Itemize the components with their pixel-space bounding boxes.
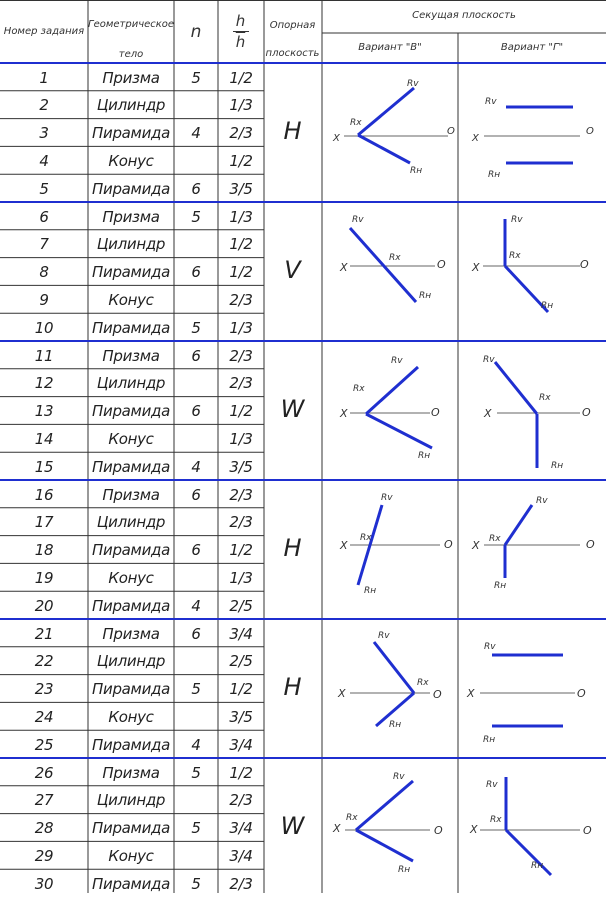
- n-value-cell: 6: [191, 179, 201, 198]
- n-value-cell: 6: [191, 485, 201, 504]
- h-ratio-cell: 3/5: [229, 179, 253, 198]
- rh-label: Rн: [419, 291, 432, 301]
- geometric-body-cell: Цилиндр: [96, 652, 166, 671]
- geometric-body-cell: Пирамида: [92, 680, 170, 699]
- x-axis-label: X: [340, 261, 348, 274]
- task-number-cell: 8: [39, 263, 49, 282]
- n-value-cell: 4: [191, 735, 201, 754]
- rh-label: Rн: [488, 170, 501, 180]
- n-value-cell: 6: [191, 624, 201, 643]
- h-ratio-cell: 2/3: [229, 791, 253, 810]
- rv-label: Rv: [393, 772, 405, 782]
- n-value-cell: 5: [191, 874, 201, 893]
- task-number-cell: 25: [34, 735, 54, 754]
- task-number-cell: 12: [34, 374, 54, 393]
- n-value-cell: 5: [191, 680, 201, 699]
- geometric-body-cell: Конус: [108, 568, 154, 587]
- origin-label: O: [583, 824, 592, 837]
- rv-label: Rv: [407, 79, 419, 89]
- n-value-cell: 5: [191, 763, 201, 782]
- task-number-cell: 24: [34, 707, 54, 726]
- rv-label: Rv: [536, 496, 548, 506]
- trace-rh: [506, 830, 551, 875]
- trace-rv: [495, 362, 537, 414]
- rx-label: Rx: [489, 534, 501, 544]
- x-axis-label: X: [472, 539, 480, 552]
- geometric-body-cell: Пирамида: [92, 457, 170, 476]
- geometric-body-cell: Конус: [108, 290, 154, 309]
- geometric-body-cell: Пирамида: [92, 735, 170, 754]
- rh-label: Rн: [398, 865, 411, 875]
- trace-rv-rh: [350, 228, 416, 302]
- h-ratio-cell: 2/3: [229, 374, 253, 393]
- rv-label: Rv: [391, 356, 403, 366]
- h-ratio-cell: 2/3: [229, 485, 253, 504]
- rx-label: Rx: [490, 815, 502, 825]
- h-ratio-cell: 1/2: [229, 151, 253, 170]
- h-ratio-cell: 2/3: [229, 290, 253, 309]
- rx-label: Rx: [346, 813, 358, 823]
- x-axis-label: X: [470, 823, 478, 836]
- h-ratio-cell: 1/3: [229, 207, 253, 226]
- trace-rh: [358, 135, 410, 163]
- task-number-cell: 4: [39, 151, 49, 170]
- geometric-body-cell: Пирамида: [92, 179, 170, 198]
- geometric-body-cell: Призма: [102, 485, 160, 504]
- h-ratio-cell: 3/4: [229, 735, 253, 754]
- task-number-cell: 9: [39, 290, 49, 309]
- n-value-cell: 4: [191, 457, 201, 476]
- rh-label: Rн: [541, 301, 554, 311]
- task-number-cell: 27: [34, 791, 54, 810]
- rh-label: Rн: [494, 581, 507, 591]
- n-value-cell: 6: [191, 402, 201, 421]
- rh-label: Rн: [418, 451, 431, 461]
- rx-label: Rx: [353, 384, 365, 394]
- rh-label: Rн: [364, 586, 377, 596]
- rv-label: Rv: [486, 780, 498, 790]
- x-axis-label: X: [338, 687, 346, 700]
- h-ratio-cell: 2/5: [229, 596, 253, 615]
- task-number-cell: 16: [34, 485, 54, 504]
- task-number-cell: 6: [39, 207, 49, 226]
- x-axis-label: X: [484, 407, 492, 420]
- n-value-cell: 5: [191, 207, 201, 226]
- x-axis-label: X: [467, 687, 475, 700]
- rv-label: Rv: [511, 215, 523, 225]
- h-ratio-cell: 1/2: [229, 763, 253, 782]
- h-ratio-cell: 1/2: [229, 263, 253, 282]
- geometric-body-cell: Пирамида: [92, 819, 170, 838]
- task-number-cell: 13: [34, 402, 54, 421]
- h-ratio-cell: 3/4: [229, 846, 253, 865]
- h-ratio-cell: 1/2: [229, 402, 253, 421]
- rh-label: Rн: [389, 720, 402, 730]
- h-ratio-cell: 3/4: [229, 624, 253, 643]
- header-variant-g: Вариант "Г": [500, 42, 564, 53]
- task-number-cell: 10: [34, 318, 54, 337]
- h-ratio-cell: 1/3: [229, 429, 253, 448]
- x-axis-label: X: [472, 261, 480, 274]
- trace-rv: [505, 505, 532, 545]
- h-ratio-cell: 1/2: [229, 541, 253, 560]
- x-axis-label: X: [340, 407, 348, 420]
- h-ratio-cell: 1/3: [229, 96, 253, 115]
- rh-label: Rн: [531, 861, 544, 871]
- origin-label: O: [586, 538, 595, 551]
- origin-label: O: [580, 258, 589, 271]
- rv-label: Rv: [484, 642, 496, 652]
- header-task-number: Номер задания: [3, 26, 85, 37]
- geometric-body-cell: Пирамида: [92, 596, 170, 615]
- rv-label: Rv: [483, 355, 495, 365]
- origin-label: O: [431, 406, 440, 419]
- geometric-body-cell: Призма: [102, 624, 160, 643]
- rx-label: Rx: [360, 533, 372, 543]
- trace-rv: [374, 642, 414, 693]
- n-value-cell: 6: [191, 346, 201, 365]
- geometric-body-cell: Призма: [102, 346, 160, 365]
- origin-label: O: [577, 687, 586, 700]
- task-number-cell: 15: [34, 457, 54, 476]
- task-number-cell: 18: [34, 541, 54, 560]
- task-number-cell: 14: [34, 429, 54, 448]
- rx-label: Rx: [350, 118, 362, 128]
- origin-label: O: [582, 406, 591, 419]
- origin-label: O: [586, 126, 594, 137]
- geometric-body-cell: Пирамида: [92, 541, 170, 560]
- rx-label: Rx: [539, 393, 551, 403]
- geometric-body-cell: Цилиндр: [96, 235, 166, 254]
- base-plane-letter: V: [284, 255, 301, 284]
- origin-label: O: [434, 824, 443, 837]
- trace-rh: [356, 830, 413, 861]
- h-ratio-cell: 1/2: [229, 68, 253, 87]
- geometric-body-cell: Пирамида: [92, 318, 170, 337]
- geometric-body-cell: Конус: [108, 429, 154, 448]
- task-number-cell: 11: [34, 346, 54, 365]
- task-number-cell: 3: [39, 124, 49, 143]
- rv-label: Rv: [485, 97, 497, 107]
- origin-label: O: [437, 258, 446, 271]
- trace-rv: [358, 88, 414, 135]
- h-ratio-cell: 2/3: [229, 124, 253, 143]
- geometric-body-cell: Пирамида: [92, 263, 170, 282]
- task-number-cell: 22: [34, 652, 54, 671]
- h-ratio-cell: 1/3: [229, 568, 253, 587]
- origin-label: O: [444, 538, 453, 551]
- rx-label: Rx: [417, 678, 429, 688]
- h-ratio-cell: 3/5: [229, 707, 253, 726]
- x-axis-label: X: [333, 822, 341, 835]
- header-variant-v: Вариант "В": [358, 42, 422, 53]
- task-number-cell: 19: [34, 568, 54, 587]
- base-plane-letter: H: [283, 672, 302, 701]
- rv-label: Rv: [378, 631, 390, 641]
- geometric-body-cell: Конус: [108, 707, 154, 726]
- task-number-cell: 23: [34, 680, 54, 699]
- rv-label: Rv: [381, 493, 393, 503]
- trace-rv: [366, 367, 418, 414]
- task-number-cell: 17: [34, 513, 54, 532]
- base-plane-letter: H: [283, 116, 302, 145]
- n-value-cell: 4: [191, 596, 201, 615]
- header-base-plane: Опорная плоскость: [265, 20, 320, 59]
- geometric-body-cell: Цилиндр: [96, 374, 166, 393]
- geometric-body-cell: Конус: [108, 846, 154, 865]
- task-number-cell: 29: [34, 846, 54, 865]
- h-ratio-cell: 1/2: [229, 235, 253, 254]
- n-value-cell: 5: [191, 318, 201, 337]
- task-number-cell: 26: [34, 763, 54, 782]
- n-value-cell: 6: [191, 263, 201, 282]
- x-axis-label: X: [340, 539, 348, 552]
- task-number-cell: 2: [39, 96, 49, 115]
- n-value-cell: 6: [191, 541, 201, 560]
- rh-label: Rн: [410, 166, 423, 176]
- h-ratio-cell: 2/3: [229, 874, 253, 893]
- rv-label: Rv: [352, 215, 364, 225]
- h-ratio-cell: 2/5: [229, 652, 253, 671]
- h-ratio-cell: 2/3: [229, 346, 253, 365]
- rh-label: Rн: [551, 461, 564, 471]
- geometric-body-cell: Пирамида: [92, 874, 170, 893]
- n-value-cell: 5: [191, 819, 201, 838]
- task-number-cell: 20: [34, 596, 54, 615]
- header-h-numerator: h: [235, 12, 246, 30]
- geometric-body-cell: Цилиндр: [96, 96, 166, 115]
- n-value-cell: 4: [191, 124, 201, 143]
- h-ratio-cell: 3/5: [229, 457, 253, 476]
- rx-label: Rx: [509, 251, 521, 261]
- trace-rh: [366, 414, 432, 448]
- geometric-body-cell: Цилиндр: [96, 791, 166, 810]
- h-ratio-cell: 3/4: [229, 819, 253, 838]
- header-geometric-body: Геометрическое тело: [88, 19, 175, 60]
- header-n: n: [190, 22, 202, 42]
- geometric-body-cell: Конус: [108, 151, 154, 170]
- h-ratio-cell: 1/3: [229, 318, 253, 337]
- header-cutting-plane: Секущая плоскость: [412, 10, 516, 21]
- x-axis-label: X: [472, 133, 479, 144]
- task-number-cell: 30: [34, 874, 54, 893]
- n-value-cell: 5: [191, 68, 201, 87]
- trace-rv: [356, 781, 413, 830]
- geometric-body-cell: Пирамида: [92, 124, 170, 143]
- x-axis-label: X: [333, 133, 340, 144]
- task-number-cell: 21: [34, 624, 54, 643]
- origin-label: O: [447, 126, 455, 137]
- task-number-cell: 1: [39, 68, 49, 87]
- rx-label: Rx: [389, 253, 401, 263]
- task-number-cell: 5: [39, 179, 49, 198]
- base-plane-letter: H: [283, 533, 302, 562]
- geometric-body-cell: Призма: [102, 68, 160, 87]
- task-number-cell: 28: [34, 819, 54, 838]
- geometric-body-cell: Призма: [102, 763, 160, 782]
- h-ratio-cell: 2/3: [229, 513, 253, 532]
- geometric-body-cell: Цилиндр: [96, 513, 166, 532]
- h-ratio-cell: 1/2: [229, 680, 253, 699]
- header-h-denominator: h: [235, 33, 246, 51]
- task-number-cell: 7: [39, 235, 49, 254]
- geometric-body-cell: Пирамида: [92, 402, 170, 421]
- base-plane-letter: W: [280, 811, 305, 840]
- rh-label: Rн: [483, 735, 496, 745]
- geometric-body-cell: Призма: [102, 207, 160, 226]
- base-plane-letter: W: [280, 394, 305, 423]
- origin-label: O: [433, 688, 442, 701]
